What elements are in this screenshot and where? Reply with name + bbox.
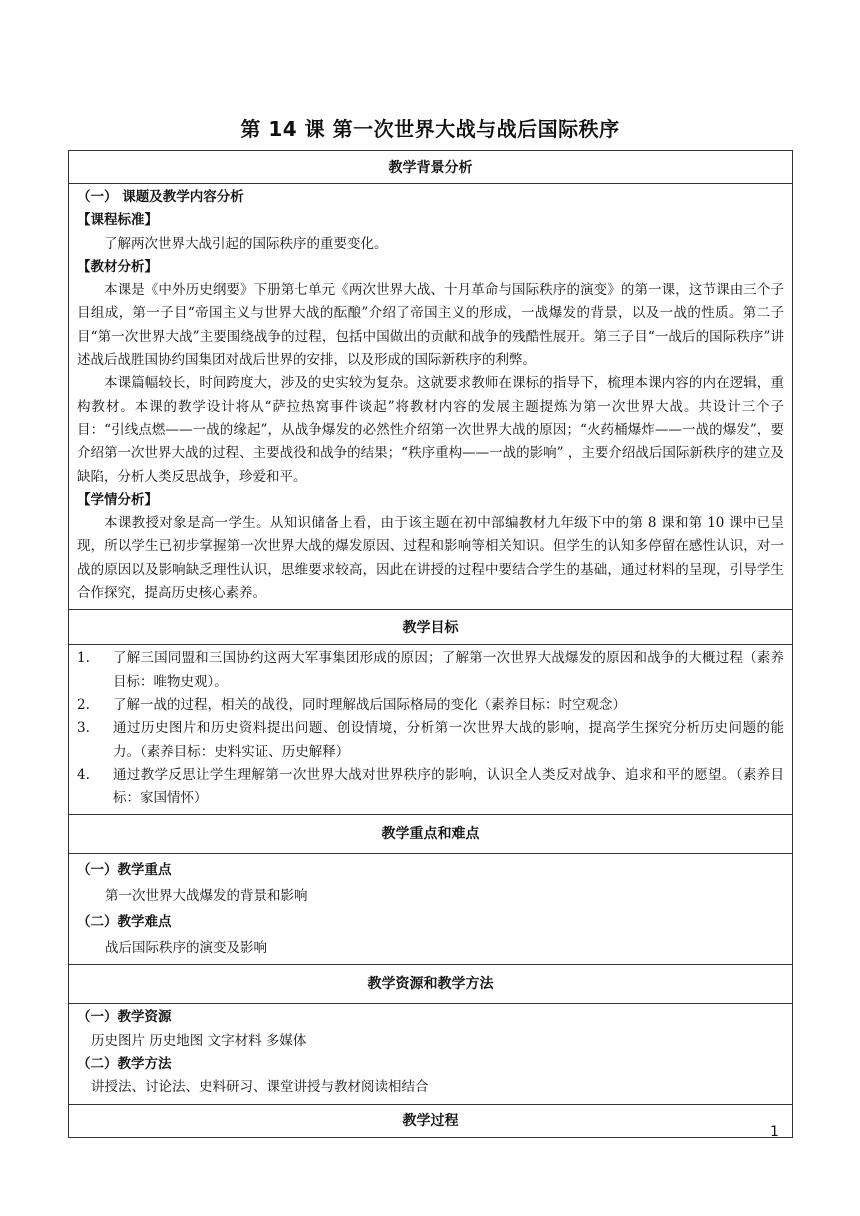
goal-item xyxy=(75,694,784,717)
standard-text: 了解两次世界大战引起的国际秩序的重要变化。 xyxy=(104,235,388,252)
goal-item xyxy=(75,647,784,694)
students-text: 本课教授对象是高一学生。从知识储备上看，由于该主题在初中部编教材九年级下中的第 8 课和第 10 课中已呈现，所以学生已初步掌握第一次世界大战的爆发原因、过程和影响等相关知识。但学生的认知多停留在感性认识，对一战的原因以及影响缺乏理性认识，思维要求较高，因此在讲授的过程中要结合学生的基础，通过材料的呈现，引导学生合作探究，提高历史核心素养。 xyxy=(77,515,784,602)
section-heading-goals: 教学目标 xyxy=(69,610,792,645)
textbook-label: 【教材分析】 xyxy=(77,258,158,275)
goals-list xyxy=(75,647,784,810)
page-title: 第 14 课 第一次世界大战与战后国际秩序 xyxy=(240,117,620,141)
key-text: 第一次世界大战爆发的背景和影响 xyxy=(105,888,308,905)
resources-cell xyxy=(69,1004,792,1104)
section-heading-process: 教学过程 xyxy=(402,1112,459,1129)
goal-number: 3. xyxy=(77,720,90,737)
textbook-paragraph-1: 本课是《中外历史纲要》下册第七单元《两次世界大战、十月革命与国际秩序的演变》的第一课，这节课由三个子目组成，第一子目“帝国主义与世界大战的酝酿”介绍了帝国主义的形成，一战爆发的背景，以及一战的性质。第二子目“第一次世界大战”主要围绕战争的过程，包括中国做出的贡献和战争的残酷性展开。第三子目“一战后的国际秩序”讲述战后战胜国协约国集团对战后世界的安排，以及形成的国际新秩序的利弊。 xyxy=(77,282,784,369)
difficult-text: 战后国际秩序的演变及影响 xyxy=(105,940,267,957)
key-label: （一）教学重点 xyxy=(77,862,172,879)
difficult-label: （二）教学难点 xyxy=(77,914,172,931)
goal-text: 了解三国同盟和三国协约这两大军事集团形成的原因；了解第一次世界大战爆发的原因和战争的大概过程（素养目标：唯物史观）。 xyxy=(113,650,784,690)
part1-label: （一） 课题及教学内容分析 xyxy=(77,189,244,205)
goal-item xyxy=(75,764,784,811)
keypoints-cell xyxy=(69,854,792,965)
section-heading-keypoints: 教学重点和难点 xyxy=(69,815,792,854)
goal-text: 通过教学反思让学生理解第一次世界大战对世界秩序的影响，认识全人类反对战争、追求和平的愿望。（素养目标：家国情怀） xyxy=(113,766,784,807)
goal-number: 4. xyxy=(77,766,90,783)
students-label: 【学情分析】 xyxy=(77,491,158,508)
goal-text: 通过历史图片和历史资料提出问题、创设情境，分析第一次世界大战的影响，提高学生探究分析历史问题的能力。（素养目标：史料实证、历史解释） xyxy=(113,720,784,760)
methods-label: （二）教学方法 xyxy=(77,1056,172,1073)
goal-item xyxy=(75,717,784,764)
resources-text: 历史图片 历史地图 文字材料 多媒体 xyxy=(91,1032,307,1049)
page-number: 1 xyxy=(770,1124,779,1140)
standard-label: 【课程标准】 xyxy=(77,212,158,229)
background-cell xyxy=(69,184,792,610)
goal-number: 1. xyxy=(77,650,90,667)
goals-cell xyxy=(69,645,792,815)
goal-text: 了解一战的过程，相关的战役，同时理解战后国际格局的变化（素养目标：时空观念） xyxy=(113,696,626,713)
resources-label: （一）教学资源 xyxy=(77,1009,172,1026)
lesson-plan-table xyxy=(68,150,793,1138)
methods-text: 讲授法、讨论法、史料研习、课堂讲授与教材阅读相结合 xyxy=(91,1079,429,1096)
section-heading-resources: 教学资源和教学方法 xyxy=(69,965,792,1004)
goal-number: 2. xyxy=(77,696,90,713)
section-heading-background: 教学背景分析 xyxy=(69,151,792,184)
textbook-paragraph-2: 本课篇幅较长，时间跨度大，涉及的史实较为复杂。这就要求教师在课标的指导下，梳理本课内容的内在逻辑，重构教材。本课的教学设计将从“萨拉热窝事件谈起”将教材内容的发展主题提炼为第一次世界大战。共设计三个子目：“引线点燃——一战的缘起”，从战争爆发的必然性介绍第一次世界大战的原因；“火药桶爆炸——一战的爆发”，要介绍第一次世界大战的过程、主要战役和战争的结果；“秩序重构——一战的影响” ，主要介绍战后国际新秩序的建立及缺陷，分析人类反思战争，珍爱和平。 xyxy=(77,375,784,485)
